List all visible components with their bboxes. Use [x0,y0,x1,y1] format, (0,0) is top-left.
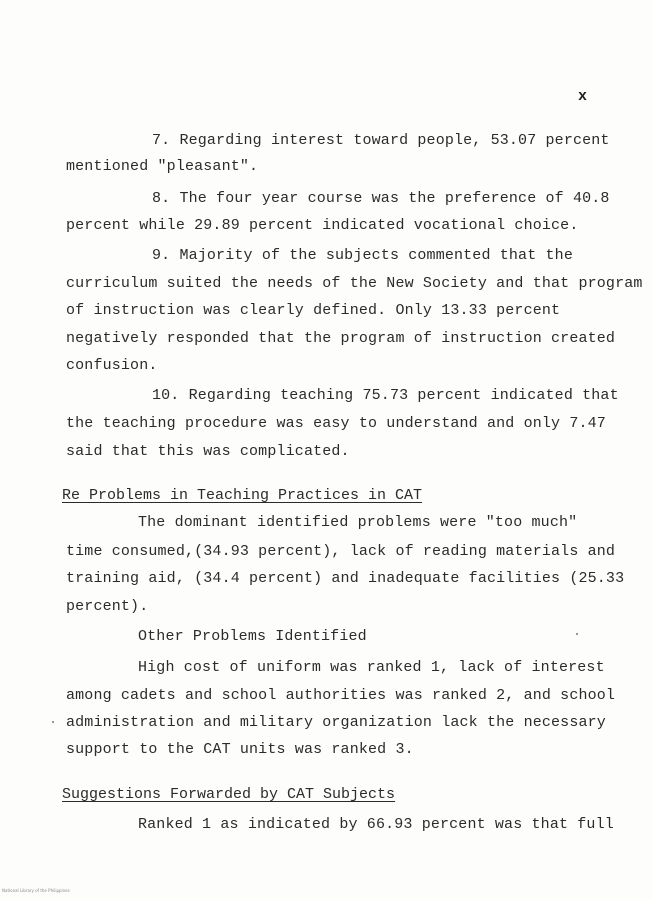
other-problems-line-1: High cost of uniform was ranked 1, lack of interest [138,659,605,676]
paragraph-7-line-2: mentioned "pleasant". [66,158,259,175]
scan-footer-watermark: National Library of the Philippines [2,888,70,893]
paragraph-10-line-1: 10. Regarding teaching 75.73 percent indicated that [152,387,619,404]
section-heading-problems: Re Problems in Teaching Practices in CAT [62,487,423,504]
page-number: x [578,88,588,105]
paragraph-10-line-3: said that this was complicated. [66,443,350,460]
problems-line-3: training aid, (34.4 percent) and inadequate facilities (25.33 [66,570,625,587]
problems-line-1: The dominant identified problems were "too much" [138,514,578,531]
scan-speck [576,633,578,635]
subheading-other-problems: Other Problems Identified [138,628,367,645]
other-problems-line-4: support to the CAT units was ranked 3. [66,741,414,758]
paragraph-7-line-1: 7. Regarding interest toward people, 53.07 percent [152,132,610,149]
paragraph-9-line-5: confusion. [66,357,158,374]
paragraph-9-line-2: curriculum suited the needs of the New Society and that program [66,275,643,292]
paragraph-8-line-2: percent while 29.89 percent indicated vocational choice. [66,217,579,234]
scan-speck [52,721,54,723]
other-problems-line-3: administration and military organization lack the necessary [66,714,606,731]
paragraph-9-line-3: of instruction was clearly defined. Only 13.33 percent [66,302,561,319]
paragraph-9-line-1: 9. Majority of the subjects commented that the [152,247,573,264]
paragraph-9-line-4: negatively responded that the program of instruction created [66,330,616,347]
other-problems-line-2: among cadets and school authorities was ranked 2, and school [66,687,616,704]
problems-line-4: percent). [66,598,149,615]
paragraph-8-line-1: 8. The four year course was the preference of 40.8 [152,190,610,207]
section-heading-suggestions: Suggestions Forwarded by CAT Subjects [62,786,396,803]
paragraph-10-line-2: the teaching procedure was easy to understand and only 7.47 [66,415,606,432]
problems-line-2: time consumed,(34.93 percent), lack of reading materials and [66,543,616,560]
suggestions-line-1: Ranked 1 as indicated by 66.93 percent was that full [138,816,614,833]
